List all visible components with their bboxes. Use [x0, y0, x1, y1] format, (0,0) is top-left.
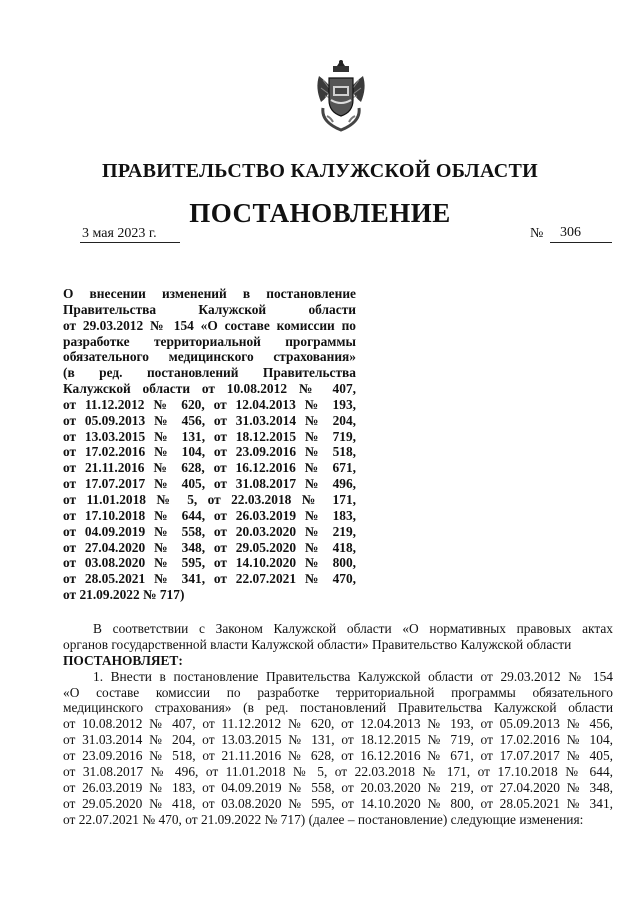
subject-line: от 29.03.2012 № 154 «О составе комиссии по: [63, 317, 356, 333]
item-line: от 22.07.2021 № 470, от 21.09.2022 № 717) (далее – постановление) следующие изменения:: [63, 811, 584, 827]
document-date: 3 мая 2023 г.: [82, 226, 157, 241]
subject-line: от 11.12.2012 № 620, от 12.04.2013 № 193,: [63, 396, 356, 412]
item-line: «О составе комиссии по разработке территориальной программы обязательного: [63, 684, 613, 700]
subject-line: Калужской области от 10.08.2012 № 407,: [63, 381, 356, 397]
subject-line: от 03.08.2020 № 595, от 14.10.2020 № 800,: [63, 555, 356, 571]
coat-of-arms-icon: [313, 58, 369, 134]
subject-line: обязательного медицинского страхования»: [63, 349, 356, 365]
subject-line: от 28.05.2021 № 341, от 22.07.2021 № 470,: [63, 571, 356, 587]
subject-line: от 05.09.2013 № 456, от 31.03.2014 № 204,: [63, 412, 356, 428]
item-line: от 29.05.2020 № 418, от 03.08.2020 № 595, от 14.10.2020 № 800, от 28.05.2021 № 341,: [63, 795, 613, 811]
item-line: от 26.03.2019 № 183, от 04.09.2019 № 558, от 20.03.2020 № 219, от 27.04.2020 № 348,: [63, 779, 613, 795]
subject-line: от 11.01.2018 № 5, от 22.03.2018 № 171,: [63, 491, 356, 507]
subject-line: от 13.03.2015 № 131, от 18.12.2015 № 719,: [63, 428, 356, 444]
item-line: медицинского страхования» (в ред. постановлений Правительства Калужской области: [63, 700, 613, 716]
subject-line: от 21.09.2022 № 717): [63, 587, 185, 603]
item-line: 1. Внести в постановление Правительства Калужской области от 29.03.2012 № 154: [93, 668, 613, 684]
body-text: [63, 621, 613, 828]
number-sign: №: [530, 226, 544, 241]
resolves-heading: ПОСТАНОВЛЯЕТ:: [63, 652, 183, 668]
subject-line: (в ред. постановлений Правительства: [63, 365, 356, 381]
number-underline: [550, 242, 612, 243]
number-value: 306: [560, 225, 581, 240]
subject-block: [63, 286, 356, 603]
item-line: от 31.03.2014 № 204, от 13.03.2015 № 131, от 18.12.2015 № 719, от 17.02.2016 № 104,: [63, 732, 613, 748]
government-title: ПРАВИТЕЛЬСТВО КАЛУЖСКОЙ ОБЛАСТИ: [102, 160, 538, 182]
preamble-line: В соответствии с Законом Калужской области «О нормативных правовых актах: [93, 621, 613, 636]
item-line: от 10.08.2012 № 407, от 11.12.2012 № 620, от 12.04.2013 № 193, от 05.09.2013 № 456,: [63, 716, 613, 732]
subject-line: от 17.07.2017 № 405, от 31.08.2017 № 496,: [63, 476, 356, 492]
subject-line: О внесении изменений в постановление: [63, 286, 356, 301]
preamble-line: органов государственной власти Калужской области» Правительство Калужской области: [63, 636, 572, 652]
subject-line: от 21.11.2016 № 628, от 16.12.2016 № 671,: [63, 460, 356, 476]
subject-line: от 04.09.2019 № 558, от 20.03.2020 № 219,: [63, 523, 356, 539]
subject-line: от 17.10.2018 № 644, от 26.03.2019 № 183,: [63, 507, 356, 523]
document-type-heading: ПОСТАНОВЛЕНИЕ: [189, 198, 451, 228]
item-line: от 23.09.2016 № 518, от 21.11.2016 № 628, от 16.12.2016 № 671, от 17.07.2017 № 405,: [63, 748, 613, 764]
date-underline: [80, 242, 180, 243]
subject-line: разработке территориальной программы: [63, 333, 356, 349]
item-line: от 31.08.2017 № 496, от 11.01.2018 № 5, от 22.03.2018 № 171, от 17.10.2018 № 644,: [63, 764, 613, 780]
subject-line: от 17.02.2016 № 104, от 23.09.2016 № 518,: [63, 444, 356, 460]
subject-line: Правительства Калужской области: [63, 301, 356, 317]
subject-line: от 27.04.2020 № 348, от 29.05.2020 № 418,: [63, 539, 356, 555]
